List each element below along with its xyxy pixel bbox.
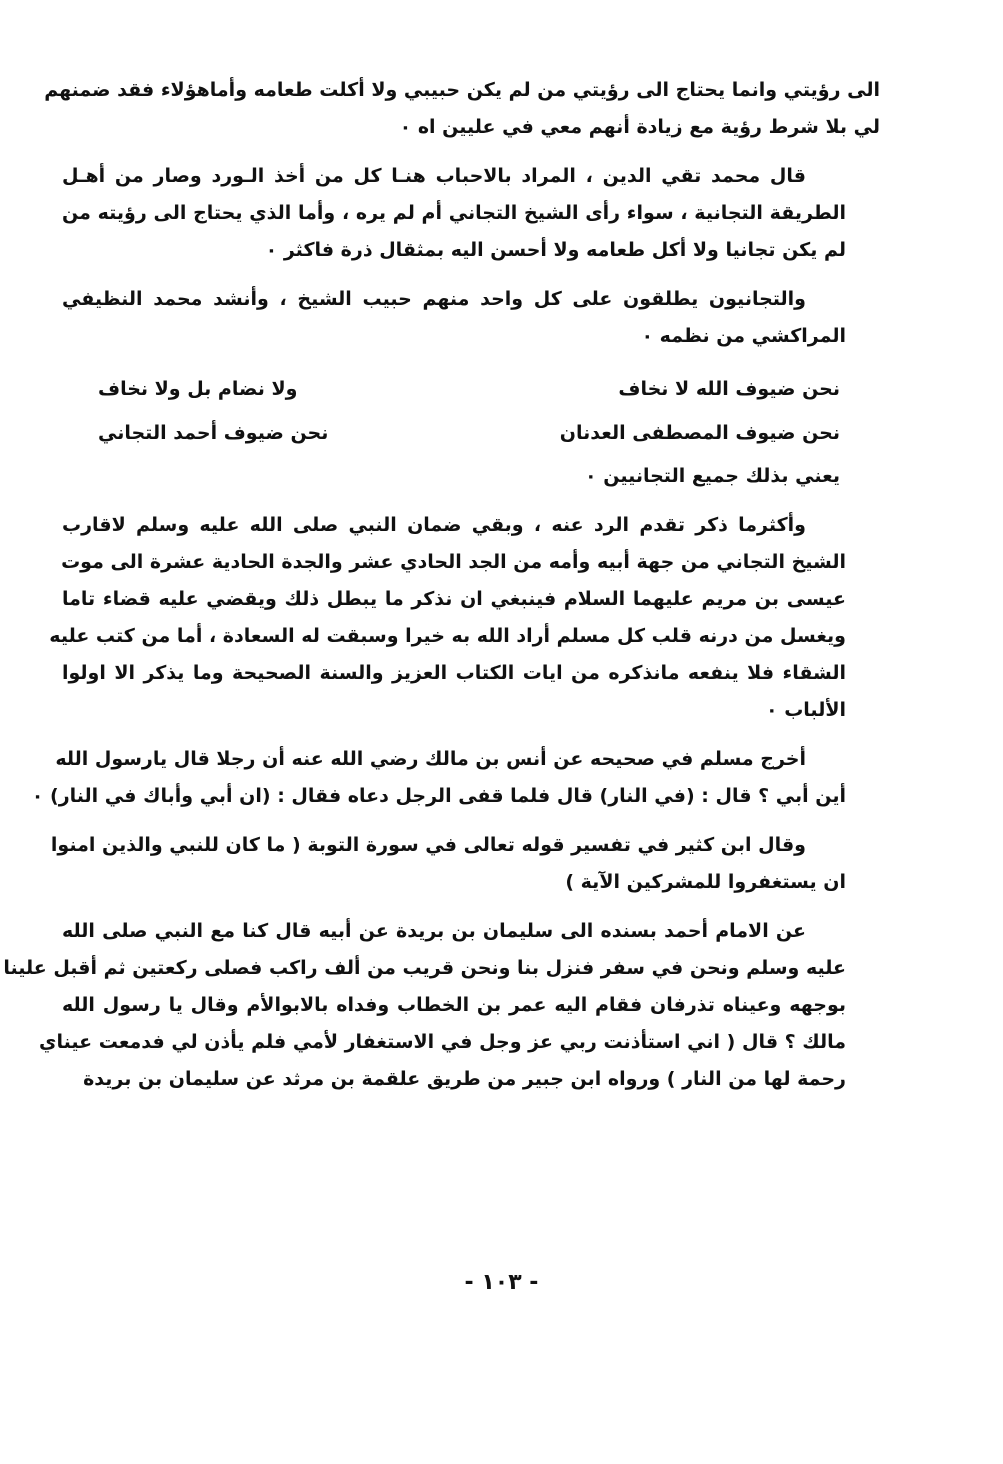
paragraph bbox=[49, 507, 880, 729]
text-line: الى رؤيتي وانما يحتاج الى رؤيتي من لم يكن حبيبي ولا أكلت طعامه وأماهؤلاء فقد ضمنهم bbox=[44, 79, 880, 101]
text-line: المراكشي من نظمه ٠ bbox=[641, 325, 846, 347]
text-line: والتجانيون يطلقون على كل واحد منهم حبيب الشيخ ، وأنشد محمد النظيفي bbox=[62, 288, 806, 310]
text-line: وقال ابن كثير في تفسير قوله تعالى في سورة التوبة ( ما كان للنبي والذين امنوا bbox=[50, 834, 806, 856]
page-number: - ١٠٣ - bbox=[464, 1270, 539, 1295]
verse-1-second-hemistich: ولا نضام بل ولا نخاف bbox=[98, 377, 298, 400]
paragraph bbox=[31, 741, 880, 815]
text-line: قال محمد تقي الدين ، المراد بالاحباب هنـا كل من أخذ الـورد وصار من أهـل bbox=[62, 165, 806, 187]
text-line: عليه وسلم ونحن في سفر فنزل بنا ونحن قريب من ألف راكب فصلى ركعتين ثم أقبل علينا bbox=[3, 957, 846, 979]
paragraph bbox=[62, 158, 880, 269]
text-line: ويغسل من درنه قلب كل مسلم أراد الله به خيرا وسبقت له السعادة ، أما من كتب عليه bbox=[49, 625, 846, 647]
text-line: الشيخ التجاني من جهة أبيه وأمه من الجد الحادي عشر والجدة الحادية عشرة الى موت bbox=[61, 551, 846, 573]
text-line: عيسى بن مريم عليهما السلام فينبغي ان نذكر ما يبطل ذلك ويقضي عليه قضاء تاما bbox=[62, 588, 846, 610]
verse-2-second-hemistich: نحن ضيوف أحمد التجاني bbox=[98, 421, 329, 444]
text-line: رحمة لها من النار ) ورواه ابن جبير من طريق علقمة بن مرثد عن سليمان بن بريدة bbox=[83, 1068, 846, 1090]
verse-note: يعني بذلك جميع التجانيين ٠ bbox=[585, 464, 840, 487]
poem-verses bbox=[62, 367, 880, 497]
text-line: بوجهه وعيناه تذرفان فقام اليه عمر بن الخطاب وفداه بالابوالأم وقال يا رسول الله bbox=[62, 994, 846, 1016]
text-line: الشقاء فلا ينفعه مانذكره من ايات الكتاب العزيز والسنة الصحيحة وما يذكر الا اولوا bbox=[62, 662, 846, 684]
text-line: أين أبي ؟ قال : (في النار) قال فلما قفى الرجل دعاه فقال : (ان أبي وأباك في النار) ٠ bbox=[31, 785, 846, 807]
verse-row-2 bbox=[62, 411, 880, 455]
paragraph bbox=[44, 72, 880, 146]
text-line: ان يستغفروا للمشركين الآية ) bbox=[565, 871, 846, 893]
paragraphs-after-verses bbox=[3, 507, 880, 1098]
paragraph bbox=[50, 827, 880, 901]
text-line: أخرج مسلم في صحيحه عن أنس بن مالك رضي الله عنه أن رجلا قال يارسول الله bbox=[55, 748, 806, 770]
text-line: لم يكن تجانيا ولا أكل طعامه ولا أحسن اليه بمثقال ذرة فاكثر ٠ bbox=[265, 239, 846, 261]
paragraph bbox=[3, 913, 880, 1098]
text-line: عن الامام أحمد بسنده الى سليمان بن بريدة عن أبيه قال كنا مع النبي صلى الله bbox=[62, 920, 806, 942]
paragraphs-before-verses bbox=[44, 72, 880, 355]
text-line: الطريقة التجانية ، سواء رأى الشيخ التجاني أم لم يره ، وأما الذي يحتاج الى رؤيته من bbox=[62, 202, 846, 224]
text-line: مالك ؟ قال ( اني استأذنت ربي عز وجل في الاستغفار لأمي فلم يأذن لي فدمعت عيناي bbox=[39, 1031, 846, 1053]
verse-1-first-hemistich: نحن ضيوف الله لا نخاف bbox=[618, 377, 840, 400]
text-line: وأكثرما ذكر تقدم الرد عنه ، وبقي ضمان النبي صلى الله عليه وسلم لاقارب bbox=[62, 514, 806, 536]
verse-2-first-hemistich: نحن ضيوف المصطفى العدنان bbox=[559, 421, 840, 444]
verse-row-1 bbox=[62, 367, 880, 411]
text-line: الألباب ٠ bbox=[765, 699, 846, 721]
paragraph bbox=[62, 281, 880, 355]
text-line: لي بلا شرط رؤية مع زيادة أنهم معي في عليين اه ٠ bbox=[399, 116, 880, 138]
page-body bbox=[3, 72, 880, 1110]
